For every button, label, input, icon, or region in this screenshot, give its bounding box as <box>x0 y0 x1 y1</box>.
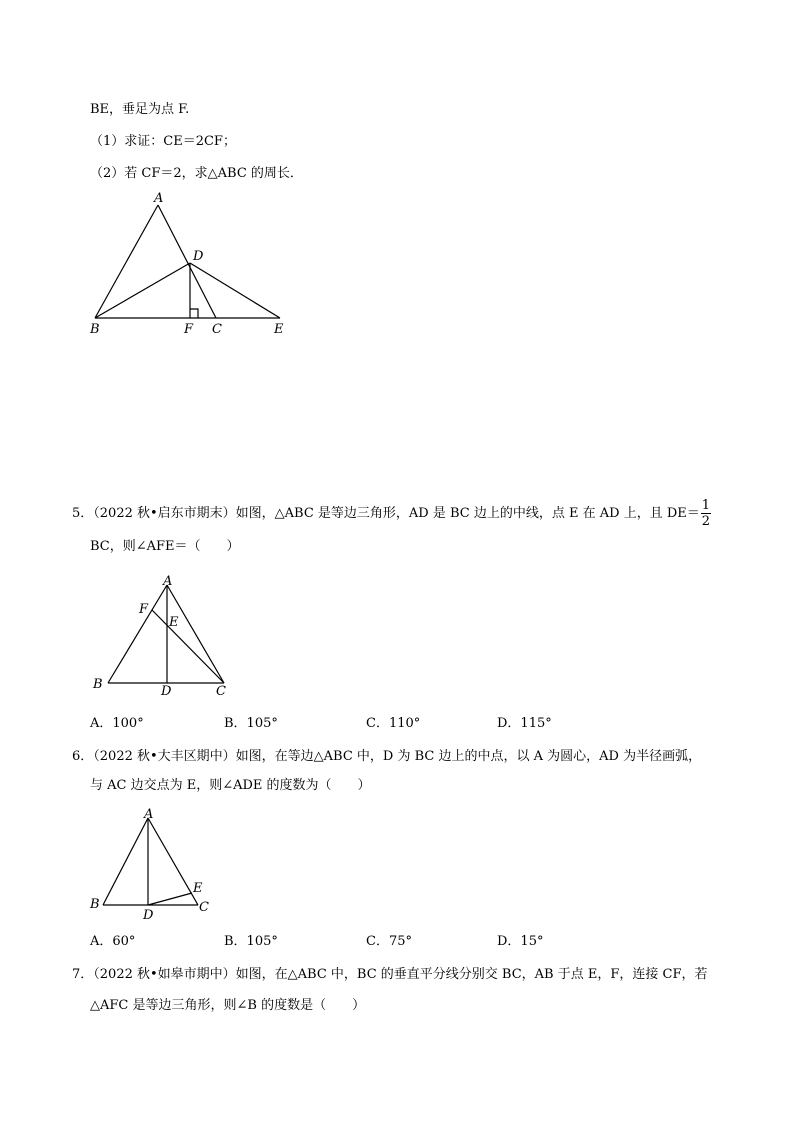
q5-fraction <box>701 498 711 529</box>
q5-option-b: B．105° <box>224 716 278 731</box>
q6-label-a: A <box>144 807 154 822</box>
q5-option-d: D．115° <box>497 716 552 731</box>
q5-figure <box>88 573 238 698</box>
q4-label-c: C <box>212 322 222 337</box>
q6-option-c: C．75° <box>366 934 412 949</box>
q4-label-f: F <box>184 322 194 337</box>
q4-segment-ab <box>95 205 158 318</box>
q5-stem-line1 <box>72 498 711 529</box>
q5-label-e: E <box>169 615 179 630</box>
q6-label-c: C <box>199 900 209 915</box>
q5-stem-line2: BC，则∠AFE＝（ ） <box>90 539 240 554</box>
q5-option-a: A．100° <box>90 716 144 731</box>
q4-right-angle-mark <box>190 309 198 318</box>
q5-stem-text: 5．（2022 秋•启东市期末）如图，△ABC 是等边三角形，AD 是 BC 边上的中线，点 E 在 AD 上，且 DE＝ <box>72 506 700 521</box>
q6-stem-line1: 6．（2022 秋•大丰区期中）如图，在等边△ABC 中，D 为 BC 边上的中点，以 A 为圆心，AD 为半径画弧， <box>72 749 702 764</box>
q6-label-e: E <box>193 881 203 896</box>
q5-label-a: A <box>163 574 173 589</box>
q4-label-a: A <box>154 191 164 206</box>
q5-label-f: F <box>139 602 149 617</box>
q4-part-2: （2）若 CF＝2，求△ABC 的周长． <box>90 166 303 181</box>
q7-stem-line1: 7．（2022 秋•如皋市期中）如图，在△ABC 中，BC 的垂直平分线分别交 BC，AB 于点 E，F，连接 CF，若 <box>72 967 708 982</box>
q6-segment-ac <box>148 818 198 905</box>
q7-stem-line2: △AFC 是等边三角形，则∠B 的度数是（ ） <box>90 998 366 1013</box>
q5-fraction-denominator: 2 <box>701 514 711 529</box>
q6-segment-de <box>148 893 192 905</box>
q4-label-b: B <box>90 322 100 337</box>
q4-label-e: E <box>274 322 284 337</box>
q5-segment-ab <box>108 585 167 683</box>
q6-label-d: D <box>143 908 154 923</box>
q4-segment-ac <box>158 205 216 318</box>
q4-segment-de <box>190 263 280 318</box>
q6-option-d: D．15° <box>497 934 544 949</box>
q4-segment-bd <box>95 263 190 318</box>
q4-continuation: BE，垂足为点 F. <box>90 102 190 117</box>
q6-stem-line2: 与 AC 边交点为 E，则∠ADE 的度数为（ ） <box>90 778 371 793</box>
q5-label-d: D <box>161 684 172 698</box>
q4-figure <box>80 188 320 338</box>
q6-label-b: B <box>90 897 100 912</box>
q6-option-b: B．105° <box>224 934 278 949</box>
q5-label-b: B <box>93 677 103 692</box>
q6-segment-ab <box>103 818 148 905</box>
q4-part-1: （1）求证：CE＝2CF； <box>90 134 236 149</box>
q5-option-c: C．110° <box>366 716 421 731</box>
q6-figure <box>86 805 226 930</box>
q5-label-c: C <box>216 684 226 698</box>
q4-label-d: D <box>193 249 204 264</box>
q5-fraction-numerator: 1 <box>701 498 711 513</box>
q6-option-a: A．60° <box>90 934 136 949</box>
